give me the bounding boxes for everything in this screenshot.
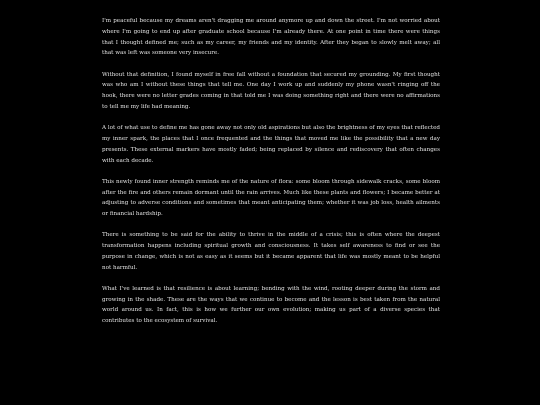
- article-body: [102, 16, 440, 337]
- paragraph-5: There is something to be said for the ability to thrive in the middle of a crisis; this is often where the deepest transformation happens including spiritual growth and consciousness. It takes self awareness to find or see the purpose in change, which is not as easy as it seems but it became apparent that life was mostly meant to be helpful not harmful.: [102, 232, 440, 271]
- paragraph-3: A lot of what use to define me has gone away not only old aspirations but also the brightness of my eyes that reflected my inner spark, the places that I once frequented and the things that moved me like the possibility that a new day presents. These external markers have mostly faded; being replaced by silence and rediscovery that often changes with each decade.: [102, 125, 440, 164]
- paragraph-6: What I've learned is that resilience is about learning; bending with the wind, rooting deeper during the storm and growing in the shade. These are the ways that we continue to become and the lesson is best taken from the natural world around us. In fact, this is how we further our own evolution; making us part of a diverse species that contributes to the ecosystem of survival.: [102, 285, 440, 325]
- paragraph-1: I'm peaceful because my dreams aren't dragging me around anymore up and down the street. I'm not worried about where I'm going to end up after graduate school because I'm already there. At one point in time there were things that I thought defined me; such as my career, my friends and my identity. After they began to slowly melt away; all that was left was someone very insecure.: [102, 18, 440, 57]
- paragraph-2: Without that definition, I found myself in free fall without a foundation that secured my grounding. My first thought was who am I without these things that tell me. One day I work up and suddenly my phone wasn't ringing off the hook, there were no letter grades coming in that told me I was doing something right and there were no affirmations to tell me my life had meaning.: [102, 71, 440, 110]
- paragraph-4: This newly found inner strength reminds me of the nature of flora: some bloom through sidewalk cracks, some bloom after the fire and others remain dormant until the rain arrives. Much like these plants and flowers; I became better at adjusting to adverse conditions and sometimes that meant anticipating them; whether it was job loss, health ailments or financial hardship.: [102, 178, 440, 218]
